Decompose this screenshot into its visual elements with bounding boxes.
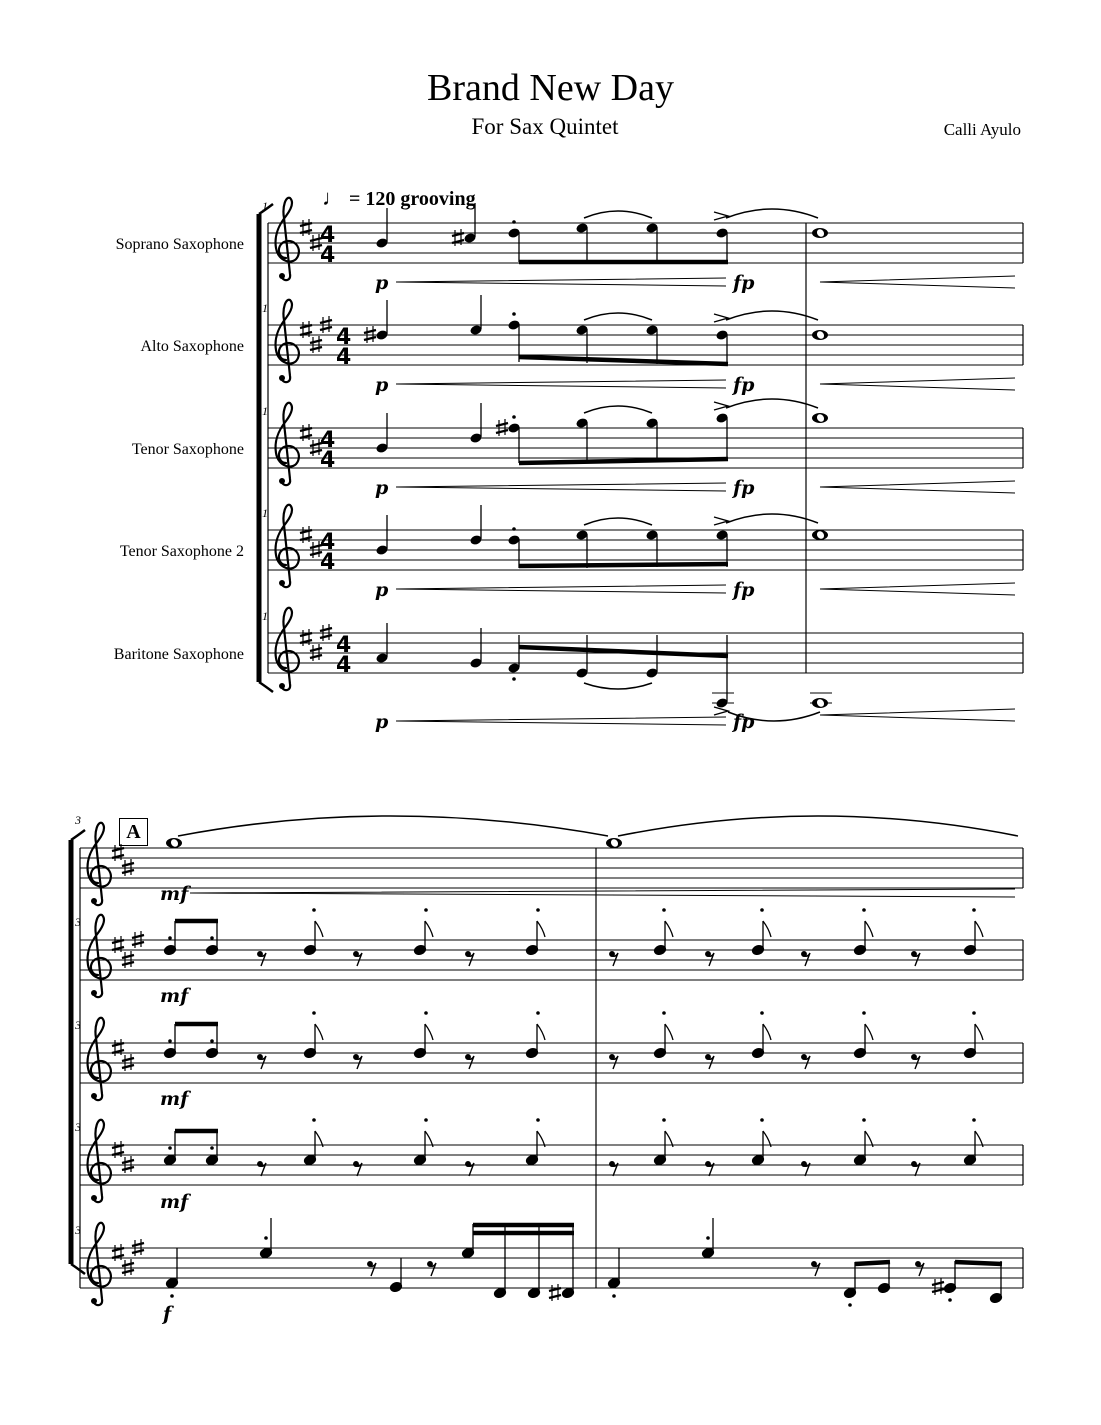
tenor-2-notes-2 — [160, 1118, 983, 1213]
svg-text:1: 1 — [262, 199, 268, 213]
instrument-name-tenor: Tenor Saxophone — [131, 441, 244, 458]
svg-text:fp: fp — [733, 579, 755, 601]
rehearsal-mark: A — [119, 818, 148, 846]
score-title: Brand New Day — [427, 67, 674, 109]
svg-text:4: 4 — [336, 633, 352, 658]
svg-text:4: 4 — [320, 243, 336, 268]
svg-text:p: p — [375, 477, 389, 499]
svg-text:p: p — [375, 711, 389, 733]
tenor-notes — [375, 399, 828, 463]
svg-text:fp: fp — [733, 272, 755, 294]
svg-text:3: 3 — [75, 1223, 81, 1237]
svg-text:mf: mf — [160, 1191, 189, 1213]
svg-text:mf: mf — [160, 1088, 189, 1110]
baritone-notes-2 — [161, 1218, 1003, 1325]
svg-text:1: 1 — [262, 609, 268, 623]
svg-text:4: 4 — [336, 325, 352, 350]
instrument-name-alto: Alto Saxophone — [140, 338, 244, 355]
svg-text:4: 4 — [320, 428, 336, 453]
alto-notes-2 — [160, 908, 983, 1007]
svg-text:fp: fp — [733, 374, 755, 396]
svg-text:mf: mf — [160, 883, 189, 905]
time-signatures — [320, 223, 351, 678]
svg-text:4: 4 — [320, 448, 336, 473]
svg-text:4: 4 — [320, 530, 336, 555]
svg-text:p: p — [375, 374, 389, 396]
svg-text:4: 4 — [336, 653, 352, 678]
svg-text:1: 1 — [262, 301, 268, 315]
score-subtitle: For Sax Quintet — [471, 114, 619, 139]
svg-text:3: 3 — [75, 915, 81, 929]
svg-text:1: 1 — [262, 404, 268, 418]
svg-text:1: 1 — [262, 506, 268, 520]
composer: Calli Ayulo — [943, 120, 1021, 139]
svg-text:3: 3 — [75, 813, 81, 827]
system-1 — [259, 198, 1023, 733]
svg-text:p: p — [375, 579, 389, 601]
instrument-name-tenor-2: Tenor Saxophone 2 — [119, 543, 244, 560]
svg-text:fp: fp — [733, 477, 755, 499]
baritone-notes — [375, 623, 832, 721]
svg-text:3: 3 — [75, 1120, 81, 1134]
svg-text:4: 4 — [320, 223, 336, 248]
system-2 — [71, 813, 1023, 1325]
svg-text:3: 3 — [75, 1018, 81, 1032]
svg-text:f: f — [163, 1303, 172, 1325]
svg-text:fp: fp — [733, 711, 755, 733]
tempo-text: = 120 grooving — [349, 188, 476, 210]
instrument-name-soprano: Soprano Saxophone — [115, 236, 244, 253]
soprano-notes-2 — [160, 816, 1018, 905]
svg-text:mf: mf — [160, 985, 189, 1007]
svg-text:4: 4 — [320, 550, 336, 575]
tenor-notes-2 — [160, 1011, 983, 1110]
svg-text:4: 4 — [336, 345, 352, 370]
tenor-2-notes — [375, 505, 828, 568]
svg-text:p: p — [375, 272, 389, 294]
quarter-note-icon: ♩ — [322, 185, 344, 210]
measure-numbers-1 — [262, 199, 268, 623]
instrument-name-baritone: Baritone Saxophone — [113, 646, 244, 663]
